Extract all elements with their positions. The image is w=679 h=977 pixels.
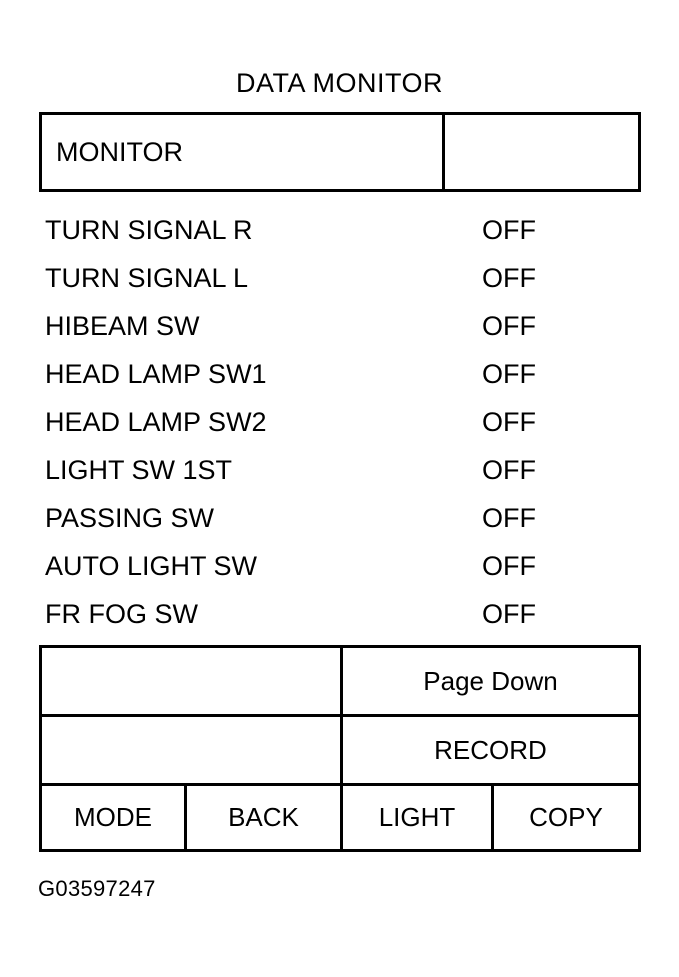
light-button[interactable]: LIGHT: [343, 786, 494, 849]
list-item: [45, 446, 641, 494]
monitor-header-left: MONITOR: [42, 115, 445, 189]
item-value: OFF: [482, 310, 536, 341]
empty-cell-2: [42, 717, 343, 783]
button-row-3: [42, 786, 638, 849]
item-value: OFF: [482, 262, 536, 293]
item-label: AUTO LIGHT SW: [45, 550, 258, 581]
item-label: TURN SIGNAL R: [45, 214, 253, 245]
item-value: OFF: [482, 214, 536, 245]
item-label: HIBEAM SW: [45, 310, 200, 341]
item-label: LIGHT SW 1ST: [45, 454, 233, 485]
list-item: [45, 350, 641, 398]
item-value: OFF: [482, 454, 536, 485]
item-value: OFF: [482, 550, 536, 581]
item-value: OFF: [482, 406, 536, 437]
button-row-1: [42, 648, 638, 717]
figure-code: G03597247: [38, 876, 156, 901]
monitor-header: [39, 112, 641, 192]
item-value: OFF: [482, 502, 536, 533]
monitor-header-right: [445, 115, 638, 189]
mode-button[interactable]: MODE: [42, 786, 187, 849]
list-item: [45, 542, 641, 590]
record-button[interactable]: RECORD: [434, 734, 547, 765]
list-item: [45, 590, 641, 638]
list-item: [45, 206, 641, 254]
item-value: OFF: [482, 598, 536, 629]
button-panel: [39, 645, 641, 852]
item-label: PASSING SW: [45, 502, 215, 533]
list-item: [45, 254, 641, 302]
copy-button[interactable]: COPY: [529, 802, 603, 832]
list-item: [45, 302, 641, 350]
item-label: HEAD LAMP SW2: [45, 406, 267, 437]
list-item: [45, 398, 641, 446]
empty-cell-1: [42, 648, 343, 714]
item-value: OFF: [482, 358, 536, 389]
button-row-2: [42, 717, 638, 786]
list-item: [45, 494, 641, 542]
item-label: HEAD LAMP SW1: [45, 358, 267, 389]
monitor-item-list: [45, 206, 641, 638]
page-down-button[interactable]: Page Down: [423, 665, 558, 696]
page-title: DATA MONITOR: [235, 68, 443, 98]
item-label: TURN SIGNAL L: [45, 262, 249, 293]
back-button[interactable]: BACK: [187, 786, 343, 849]
item-label: FR FOG SW: [45, 598, 198, 629]
